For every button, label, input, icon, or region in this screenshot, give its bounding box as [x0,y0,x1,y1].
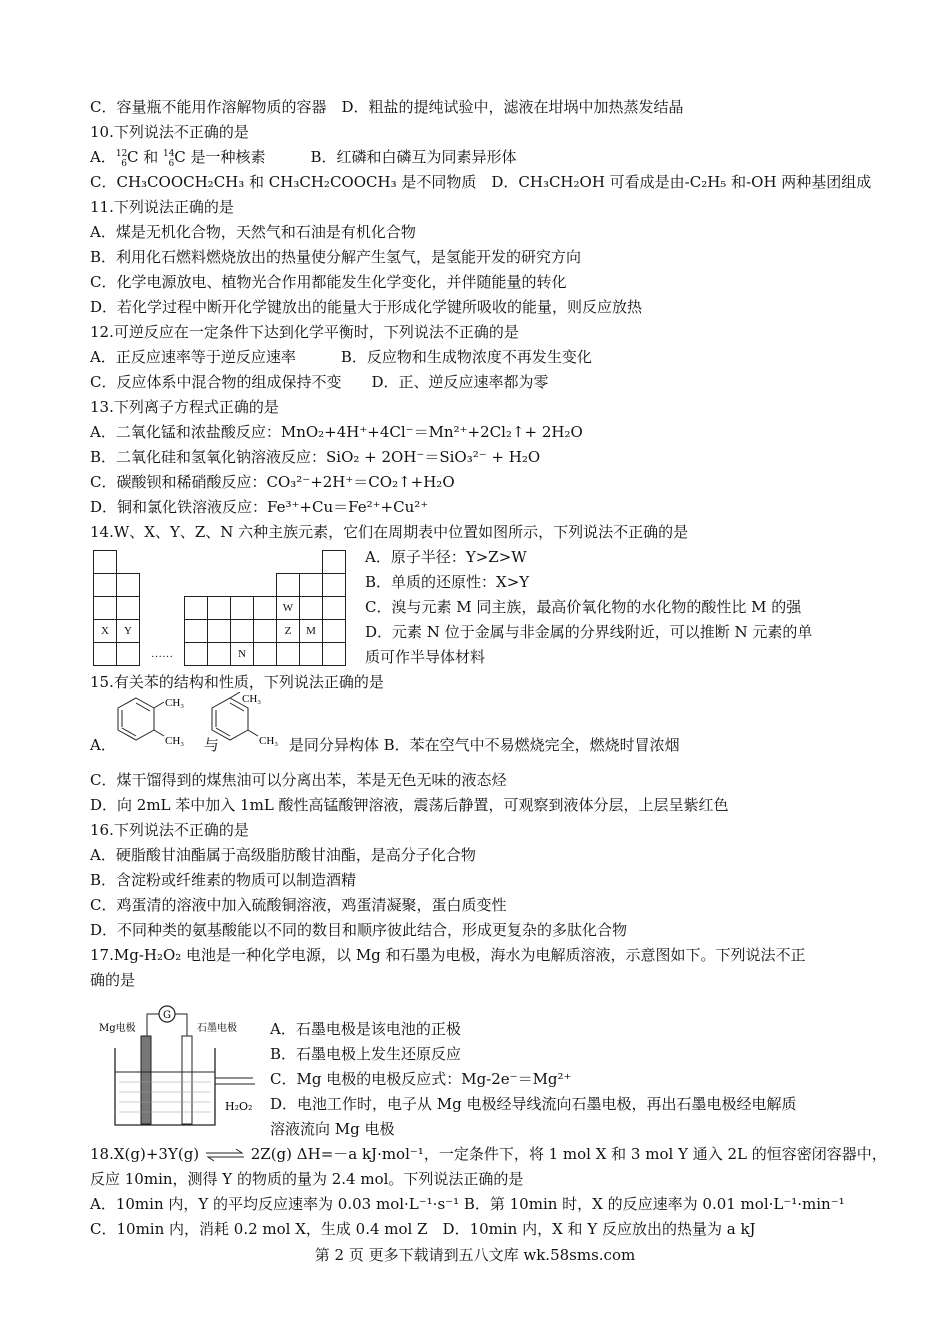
q16-option-c: C．鸡蛋清的溶液中加入硫酸铜溶液，鸡蛋清凝聚，蛋白质变性 [90,896,507,914]
q12-option-cd: C．反应体系中混合物的组成保持不变 D．正、逆反应速率都为零 [90,373,549,391]
q17-stem-line1: 17.Mg-H₂O₂ 电池是一种化学电源，以 Mg 和石墨为电极，海水为电解质溶液，示意图如下。下列说法不正 [90,946,806,964]
element-m: M [300,620,323,643]
q11-option-d: D．若化学过程中断开化学键放出的能量大于形成化学键所吸收的能量，则反应放热 [90,298,643,316]
q17-stem-line2: 确的是 [90,971,136,989]
q15-stem: 15.有关苯的结构和性质，下列说法正确的是 [90,673,384,691]
q15-option-c: C．煤干馏得到的煤焦油可以分离出苯，苯是无色无味的液态烃 [90,771,507,789]
q13-option-b: B．二氧化硅和氢氧化钠溶液反应：SiO₂ + 2OH⁻＝SiO₃²⁻ + H₂O [90,448,541,466]
element-x: X [94,620,117,643]
q15-option-ab: A． 与 是同分异构体 B．苯在空气中不易燃烧完全，燃烧时冒浓烟 [90,736,680,754]
q10-option-ab: A．$^{12}_6$C 和 $^{14}_6$C 是一种核素 B．红磷和白磷互为同素异形体 [90,148,517,169]
q14-option-d-line2: 质可作半导体材料 [365,648,486,666]
q14-option-c: C．溴与元素 M 同主族，最高价氧化物的水化物的酸性比 M 的强 [365,598,802,616]
q13-option-a: A．二氧化锰和浓盐酸反应：MnO₂+4H⁺+4Cl⁻＝Mn²⁺+2Cl₂↑+ 2H₂O [90,423,583,441]
q12-stem: 12.可逆反应在一定条件下达到化学平衡时，下列说法不正确的是 [90,323,519,341]
element-z: Z [277,620,300,643]
q16-option-d: D．不同种类的氨基酸能以不同的数目和顺序彼此结合，形成更复杂的多肽化合物 [90,921,628,939]
q18-option-ab: A．10min 内，Y 的平均反应速率为 0.03 mol·L⁻¹·s⁻¹ B．第 10min 时，X 的反应速率为 0.01 mol·L⁻¹·min⁻¹ [90,1195,845,1213]
graphite-electrode [182,1036,192,1124]
q17-option-b: B．石墨电极上发生还原反应 [270,1045,462,1063]
equilibrium-arrow-icon [204,1148,246,1162]
ch3-bottom-label: CH₃ [259,735,279,747]
ch3-bottom-label: CH₃ [165,735,185,747]
element-y: Y [117,620,140,643]
periodic-table-figure [93,550,346,666]
q17-option-d-line1: D．电池工作时，电子从 Mg 电极经导线流向石墨电极，再出石墨电极经电解质 [270,1095,797,1113]
q13-stem: 13.下列离子方程式正确的是 [90,398,279,416]
q16-option-a: A．硬脂酸甘油酯属于高级脂肪酸甘油酯，是高分子化合物 [90,846,476,864]
q13-option-d: D．铜和氯化铁溶液反应：Fe³⁺+Cu＝Fe²⁺+Cu²⁺ [90,498,429,516]
q14-option-d-line1: D．元素 N 位于金属与非金属的分界线附近，可以推断 N 元素的单 [365,623,813,641]
q11-stem: 11.下列说法正确的是 [90,198,234,216]
element-n: N [231,643,254,666]
q18-stem-line2: 反应 10min，测得 Y 的物质的量为 2.4 mol。下列说法正确的是 [90,1170,524,1188]
ch3-top-label: CH₃ [165,697,185,709]
q11-option-c: C．化学电源放电、植物光合作用都能发生化学变化，并伴随能量的转化 [90,273,567,291]
battery-diagram [95,1000,265,1130]
q14-option-a: A．原子半径：Y>Z>W [365,548,527,566]
q14-stem: 14.W、X、Y、Z、N 六种主族元素，它们在周期表中位置如图所示，下列说法不正确的是 [90,523,689,541]
q9-option-cd: C．容量瓶不能用作溶解物质的容器 D．粗盐的提纯试验中，滤液在坩埚中加热蒸发结晶 [90,98,684,116]
beaker [115,1048,215,1125]
ch3-top-label: CH₃ [242,693,262,705]
q11-option-b: B．利用化石燃料燃烧放出的热量使分解产生氢气，是氢能开发的研究方向 [90,248,582,266]
q17-option-a: A．石墨电极是该电池的正极 [270,1020,461,1038]
graphite-electrode-label: 石墨电极 [197,1023,237,1034]
mg-electrode-label: Mg电极 [99,1023,136,1034]
h2o2-label: H₂O₂ [225,1100,253,1113]
ellipsis: …… [151,648,173,660]
element-w: W [277,597,300,620]
mg-electrode [141,1036,151,1124]
q18-option-cd: C．10min 内，消耗 0.2 mol X，生成 0.4 mol Z D．10min 内，X 和 Y 反应放出的热量为 a kJ [90,1220,756,1238]
q14-option-b: B．单质的还原性：X>Y [365,573,530,591]
q17-option-d-line2: 溶液流向 Mg 电极 [270,1120,395,1138]
q13-option-c: C．碳酸钡和稀硝酸反应：CO₃²⁻+2H⁺＝CO₂↑+H₂O [90,473,455,491]
galvanometer-label: G [163,1010,171,1021]
q17-option-c: C．Mg 电极的电极反应式：Mg-2e⁻＝Mg²⁺ [270,1070,572,1088]
q11-option-a: A．煤是无机化合物，天然气和石油是有机化合物 [90,223,416,241]
q16-option-b: B．含淀粉或纤维素的物质可以制造酒精 [90,871,357,889]
q16-stem: 16.下列说法不正确的是 [90,821,249,839]
q12-option-ab: A．正反应速率等于逆反应速率 B．反应物和生成物浓度不再发生变化 [90,348,592,366]
q10-stem: 10.下列说法不正确的是 [90,123,249,141]
q18-stem-line1: 18.X(g)+3Y(g) 2Z(g) ΔH=－a kJ·mol⁻¹，一定条件下，将 1 mol X 和 3 mol Y 通入 2L 的恒容密闭容器中， [90,1145,887,1163]
q10-option-cd: C．CH₃COOCH₂CH₃ 和 CH₃CH₂COOCH₃ 是不同物质 D．CH₃CH₂OH 可看成是由-C₂H₅ 和-OH 两种基团组成 [90,173,872,191]
q15-option-d: D．向 2mL 苯中加入 1mL 酸性高锰酸钾溶液，震荡后静置，可观察到液体分层，上层呈紫红色 [90,796,729,814]
page-footer: 第 2 页 更多下载请到五八文库 wk.58sms.com [314,1246,636,1264]
